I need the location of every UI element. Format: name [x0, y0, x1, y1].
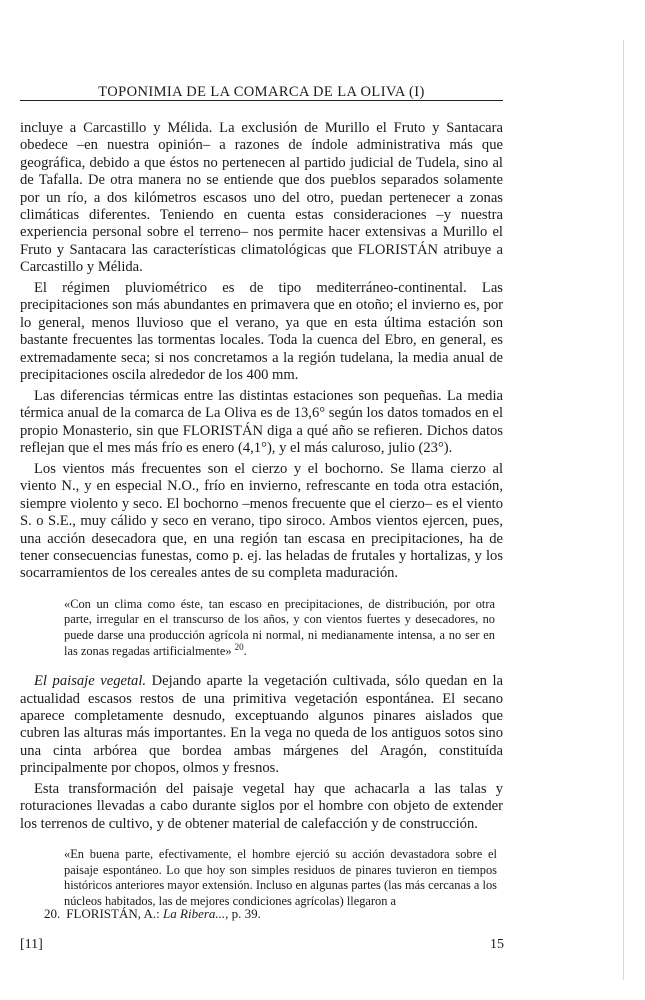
- paragraph-vegetation: [20, 673, 503, 777]
- page-edge-line: [623, 40, 624, 980]
- footnote-author: FLORISTÁN, A.:: [66, 906, 160, 921]
- paragraph-rainfall: El régimen pluviométrico es de tipo mediterráneo-continental. Las precipitaciones son más abundantes en primavera que en otoño; el invierno es, por lo general, menos lluvioso que el verano, ya que en esta última estación son bastante frecuentes las tormentas locales. Toda la cuenca del Ebro, en general, es extremadamente seca; si nos concretamos a la región tudelana, la media anual de precipitaciones oscila alrededor de los 400 mm.: [20, 280, 503, 384]
- footnote-title: La Ribera...: [163, 906, 226, 921]
- block-quote-human-action: [64, 847, 497, 909]
- paragraph-transformation: Esta transformación del paisaje vegetal hay que achacarla a las talas y roturaciones llevadas a cabo durante siglos por el hombre con objeto de extender los terrenos de cultivo, y de obtener material de calefacción y de construcción.: [20, 780, 503, 832]
- paragraph-vegetation-text: Dejando aparte la vegetación cultivada, sólo quedan en la actualidad escasos restos de una primitiva vegetación espontánea. El secano aparece completamente desnudo, exceptuando algunos pinares aislados que cubren las alturas más importantes. En la vega no queda de los antiguos sotos sino una cinta arbórea que bordea ambas márgenes del Aragón, constituída principalmente por chopos, olmos y fresnos.: [20, 673, 503, 777]
- quote-text: «Con un clima como éste, tan escaso en precipitaciones, de distribución, por otra parte, irregular en el transcurso de los años, y con vientos fuertes y desecadores, no puede darse una producción agrícola ni normal, ni medianamente intensa, a no ser en las zonas regadas artificialmente»: [64, 596, 495, 658]
- footnote: [44, 906, 484, 922]
- footnote-pages: , p. 39.: [225, 906, 261, 921]
- header-rule: [20, 100, 503, 101]
- section-heading-vegetation: El paisaje vegetal.: [34, 673, 147, 690]
- paragraph-winds: Los vientos más frecuentes son el cierzo y el bochorno. Se llama cierzo al viento N., y en especial N.O., frío en invierno, refrescante en toda otra estación, siempre violento y seco. El bochorno –menos frecuente que el cierzo– es el viento S. o S.E., muy cálido y seco en verano, tipo siroco. Ambos vientos ejercen, pues, una acción desecadora que, en una región tan escasa en precipitaciones, ha de tener consecuencias funestas, como p. ej. las heladas de frutales y hortalizas, y los socarramientos de los cereales antes de su completa maduración.: [20, 460, 503, 582]
- block-quote-climate: [64, 597, 495, 659]
- page-number: 15: [490, 937, 504, 952]
- running-head: TOPONIMIA DE LA COMARCA DE LA OLIVA (I): [98, 84, 425, 100]
- paragraph-climate-zones: incluye a Carcastillo y Mélida. La exclusión de Murillo el Fruto y Santacara obedece –en nuestra opinión– a razones de índole administrativa más que geográfica, debido a que éstos no pertenecen al partido judicial de Tudela, sino al de Tafalla. De otra manera no se entiende que dos pueblos separados solamente por un río, a dos kilómetros escasos uno del otro, puedan pertenecer a zonas climáticas diferentes. Teniendo en cuenta estas consideraciones –y nuestra experiencia personal sobre el terreno– nos permite hacer extensivas a Murillo el Fruto y Santacara las características climatológicas que FLORISTÁN atribuye a Carcastillo y Mélida.: [20, 120, 503, 276]
- quote-end-period: .: [243, 643, 247, 658]
- footnote-reference: 20: [234, 641, 244, 652]
- body-text: [20, 120, 503, 920]
- page-code: [11]: [20, 937, 43, 952]
- paragraph-temperatures: Las diferencias térmicas entre las distintas estaciones son pequeñas. La media térmica anual de la comarca de La Oliva es de 13,6° según los datos tomados en el propio Monasterio, sin que FLORISTÁN diga a qué año se refieren. Dichos datos reflejan que el mes más frío es enero (4,1°), y el más caluroso, julio (23°).: [20, 387, 503, 457]
- footnote-number: 20.: [44, 906, 61, 921]
- quote-text: «En buena parte, efectivamente, el hombre ejerció su acción devastadora sobre el paisaje espontáneo. Lo que hoy son simples residuos de pinares tuvieron en tiempos históricos anteriores mayor extensión. Incluso en algunas partes (las más cercanas a los núcleos habitados, las de mejores condiciones agrícolas) llegaron a: [64, 847, 497, 908]
